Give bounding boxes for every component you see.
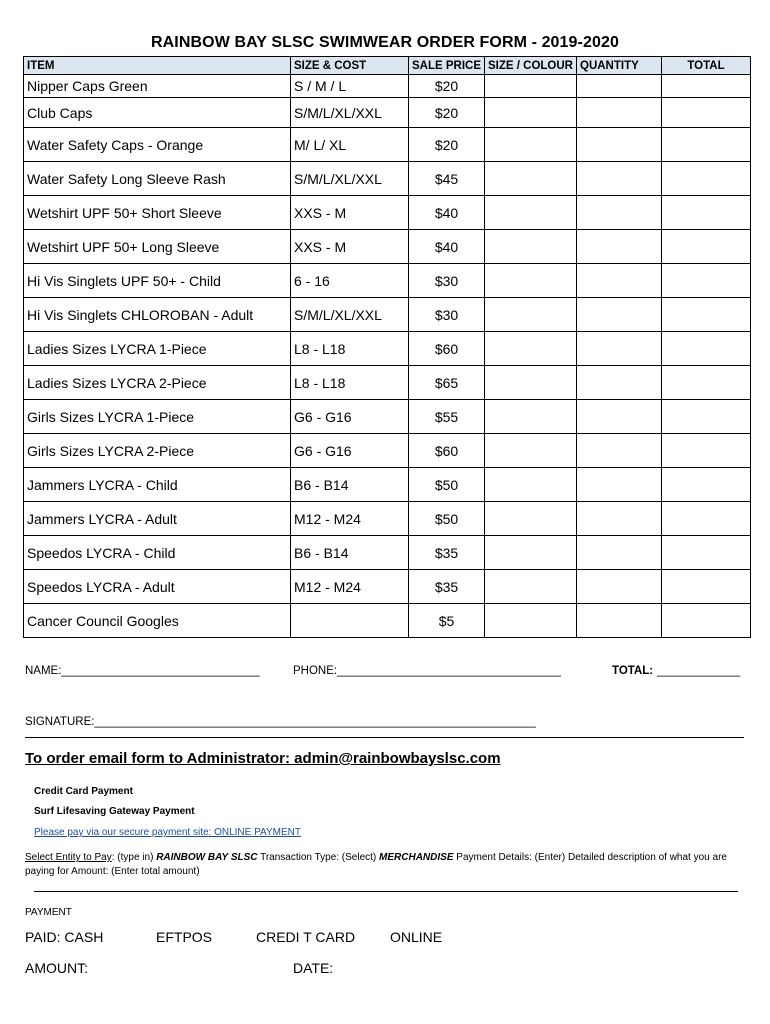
size-colour-cell[interactable]	[485, 98, 577, 128]
item-cell: Hi Vis Singlets CHLOROBAN - Adult	[24, 298, 291, 332]
total-cell[interactable]	[662, 502, 751, 536]
instructions-part-2: Transaction Type: (Select)	[257, 852, 380, 863]
total-cell[interactable]	[662, 332, 751, 366]
gateway-payment-heading: Surf Lifesaving Gateway Payment	[34, 806, 195, 817]
table-row	[24, 468, 751, 502]
total-cell[interactable]	[662, 162, 751, 196]
size-colour-cell[interactable]	[485, 434, 577, 468]
total-cell[interactable]	[662, 264, 751, 298]
entity-name: RAINBOW BAY SLSC	[156, 852, 258, 863]
total-cell[interactable]	[662, 230, 751, 264]
eftpos-option: EFTPOS	[156, 929, 213, 945]
total-field[interactable]: _____________	[657, 665, 741, 677]
instructions-part-1: : (type in)	[111, 852, 157, 863]
table-row	[24, 604, 751, 638]
table-row	[24, 502, 751, 536]
item-cell: Wetshirt UPF 50+ Short Sleeve	[24, 196, 291, 230]
size-colour-cell[interactable]	[485, 264, 577, 298]
size-colour-cell[interactable]	[485, 502, 577, 536]
item-cell: Jammers LYCRA - Adult	[24, 502, 291, 536]
total-label: TOTAL:	[612, 665, 654, 677]
table-row	[24, 332, 751, 366]
size-cost-cell: XXS - M	[291, 196, 409, 230]
size-cost-cell: M/ L/ XL	[291, 128, 409, 162]
paid-cash-option: PAID: CASH	[25, 929, 104, 945]
size-cost-cell: S/M/L/XL/XXL	[291, 98, 409, 128]
item-cell: Water Safety Long Sleeve Rash	[24, 162, 291, 196]
sale-price-cell: $50	[409, 468, 485, 502]
total-cell[interactable]	[662, 366, 751, 400]
total-cell[interactable]	[662, 128, 751, 162]
size-cost-cell: XXS - M	[291, 230, 409, 264]
table-row	[24, 366, 751, 400]
table-row	[24, 298, 751, 332]
table-row	[24, 536, 751, 570]
sale-price-cell: $40	[409, 230, 485, 264]
sale-price-cell: $20	[409, 98, 485, 128]
col-header-total: TOTAL	[662, 57, 751, 75]
total-cell[interactable]	[662, 604, 751, 638]
sale-price-cell: $65	[409, 366, 485, 400]
size-colour-cell[interactable]	[485, 468, 577, 502]
payment-instructions	[25, 852, 727, 863]
total-cell[interactable]	[662, 98, 751, 128]
order-table-body	[24, 75, 751, 638]
sale-price-cell: $30	[409, 298, 485, 332]
quantity-cell[interactable]	[577, 332, 662, 366]
table-row	[24, 434, 751, 468]
size-colour-cell[interactable]	[485, 298, 577, 332]
size-cost-cell: G6 - G16	[291, 434, 409, 468]
quantity-cell[interactable]	[577, 468, 662, 502]
sale-price-cell: $50	[409, 502, 485, 536]
total-cell[interactable]	[662, 570, 751, 604]
sale-price-cell: $60	[409, 332, 485, 366]
transaction-type: MERCHANDISE	[379, 852, 454, 863]
sale-price-cell: $35	[409, 570, 485, 604]
divider-bottom	[34, 891, 738, 892]
size-cost-cell: B6 - B14	[291, 468, 409, 502]
size-colour-cell[interactable]	[485, 570, 577, 604]
total-cell[interactable]	[662, 196, 751, 230]
item-cell: Nipper Caps Green	[24, 75, 291, 98]
total-cell[interactable]	[662, 400, 751, 434]
select-entity-label: Select Entity to Pay	[25, 852, 112, 863]
order-email-instructions: To order email form to Administrator: admin@rainbowbayslsc.com	[25, 750, 501, 767]
quantity-cell[interactable]	[577, 536, 662, 570]
size-colour-cell[interactable]	[485, 604, 577, 638]
size-cost-cell: S/M/L/XL/XXL	[291, 162, 409, 196]
size-colour-cell[interactable]	[485, 128, 577, 162]
total-cell[interactable]	[662, 434, 751, 468]
size-colour-cell[interactable]	[485, 366, 577, 400]
quantity-cell[interactable]	[577, 98, 662, 128]
item-cell: Ladies Sizes LYCRA 1-Piece	[24, 332, 291, 366]
sale-price-cell: $60	[409, 434, 485, 468]
sale-price-cell: $20	[409, 128, 485, 162]
signature-field[interactable]: SIGNATURE:_____________________________________________________________________	[25, 716, 536, 728]
sale-price-cell: $5	[409, 604, 485, 638]
size-cost-cell: 6 - 16	[291, 264, 409, 298]
table-header-row	[24, 57, 751, 75]
size-colour-cell[interactable]	[485, 75, 577, 98]
quantity-cell[interactable]	[577, 604, 662, 638]
item-cell: Speedos LYCRA - Adult	[24, 570, 291, 604]
instructions-part-3: Payment Details: (Enter) Detailed description of what you are	[453, 852, 727, 863]
payment-instructions-line2: paying for Amount: (Enter total amount)	[25, 866, 200, 877]
item-cell: Wetshirt UPF 50+ Long Sleeve	[24, 230, 291, 264]
table-row	[24, 98, 751, 128]
item-cell: Jammers LYCRA - Child	[24, 468, 291, 502]
table-row	[24, 75, 751, 98]
quantity-cell[interactable]	[577, 400, 662, 434]
divider-top	[25, 737, 744, 738]
credit-card-payment-heading: Credit Card Payment	[34, 786, 133, 797]
quantity-cell[interactable]	[577, 264, 662, 298]
size-cost-cell: B6 - B14	[291, 536, 409, 570]
quantity-cell[interactable]	[577, 434, 662, 468]
quantity-cell[interactable]	[577, 502, 662, 536]
form-title: RAINBOW BAY SLSC SWIMWEAR ORDER FORM - 2019-2020	[151, 34, 619, 51]
item-cell: Water Safety Caps - Orange	[24, 128, 291, 162]
size-colour-cell[interactable]	[485, 332, 577, 366]
sale-price-cell: $20	[409, 75, 485, 98]
quantity-cell[interactable]	[577, 366, 662, 400]
col-header-size-cost: SIZE & COST	[291, 57, 409, 75]
size-cost-cell: L8 - L18	[291, 366, 409, 400]
size-colour-cell[interactable]	[485, 536, 577, 570]
payment-section-label: PAYMENT	[25, 907, 72, 918]
size-cost-cell: M12 - M24	[291, 502, 409, 536]
quantity-cell[interactable]	[577, 196, 662, 230]
phone-field[interactable]: PHONE:___________________________________	[293, 665, 561, 677]
col-header-size-colour: SIZE / COLOUR	[485, 57, 577, 75]
col-header-item: ITEM	[24, 57, 291, 75]
size-cost-cell: S / M / L	[291, 75, 409, 98]
col-header-sale-price: SALE PRICE	[409, 57, 485, 75]
table-row	[24, 128, 751, 162]
date-field: DATE:	[293, 960, 334, 976]
size-colour-cell[interactable]	[485, 162, 577, 196]
credit-card-option: CREDI T CARD	[256, 929, 356, 945]
table-row	[24, 196, 751, 230]
size-cost-cell: S/M/L/XL/XXL	[291, 298, 409, 332]
quantity-cell[interactable]	[577, 128, 662, 162]
col-header-quantity: QUANTITY	[577, 57, 662, 75]
amount-field: AMOUNT:	[25, 960, 88, 976]
table-row	[24, 162, 751, 196]
quantity-cell[interactable]	[577, 570, 662, 604]
quantity-cell[interactable]	[577, 75, 662, 98]
sale-price-cell: $45	[409, 162, 485, 196]
quantity-cell[interactable]	[577, 298, 662, 332]
item-cell: Girls Sizes LYCRA 2-Piece	[24, 434, 291, 468]
total-cell[interactable]	[662, 298, 751, 332]
online-option: ONLINE	[390, 929, 443, 945]
item-cell: Ladies Sizes LYCRA 2-Piece	[24, 366, 291, 400]
table-row	[24, 264, 751, 298]
table-row	[24, 570, 751, 604]
order-table	[23, 56, 751, 638]
table-row	[24, 230, 751, 264]
table-row	[24, 400, 751, 434]
size-cost-cell: G6 - G16	[291, 400, 409, 434]
total-cell[interactable]	[662, 468, 751, 502]
online-payment-link[interactable]: Please pay via our secure payment site: ONLINE PAYMENT	[34, 827, 301, 838]
total-cell[interactable]	[662, 536, 751, 570]
size-cost-cell: L8 - L18	[291, 332, 409, 366]
quantity-cell[interactable]	[577, 230, 662, 264]
total-cell[interactable]	[662, 75, 751, 98]
name-field[interactable]: NAME:_______________________________	[25, 665, 260, 677]
size-colour-cell[interactable]	[485, 196, 577, 230]
item-cell: Speedos LYCRA - Child	[24, 536, 291, 570]
size-cost-cell: M12 - M24	[291, 570, 409, 604]
size-cost-cell	[291, 604, 409, 638]
size-colour-cell[interactable]	[485, 400, 577, 434]
sale-price-cell: $55	[409, 400, 485, 434]
item-cell: Hi Vis Singlets UPF 50+ - Child	[24, 264, 291, 298]
quantity-cell[interactable]	[577, 162, 662, 196]
sale-price-cell: $35	[409, 536, 485, 570]
item-cell: Club Caps	[24, 98, 291, 128]
size-colour-cell[interactable]	[485, 230, 577, 264]
item-cell: Cancer Council Googles	[24, 604, 291, 638]
sale-price-cell: $30	[409, 264, 485, 298]
sale-price-cell: $40	[409, 196, 485, 230]
item-cell: Girls Sizes LYCRA 1-Piece	[24, 400, 291, 434]
